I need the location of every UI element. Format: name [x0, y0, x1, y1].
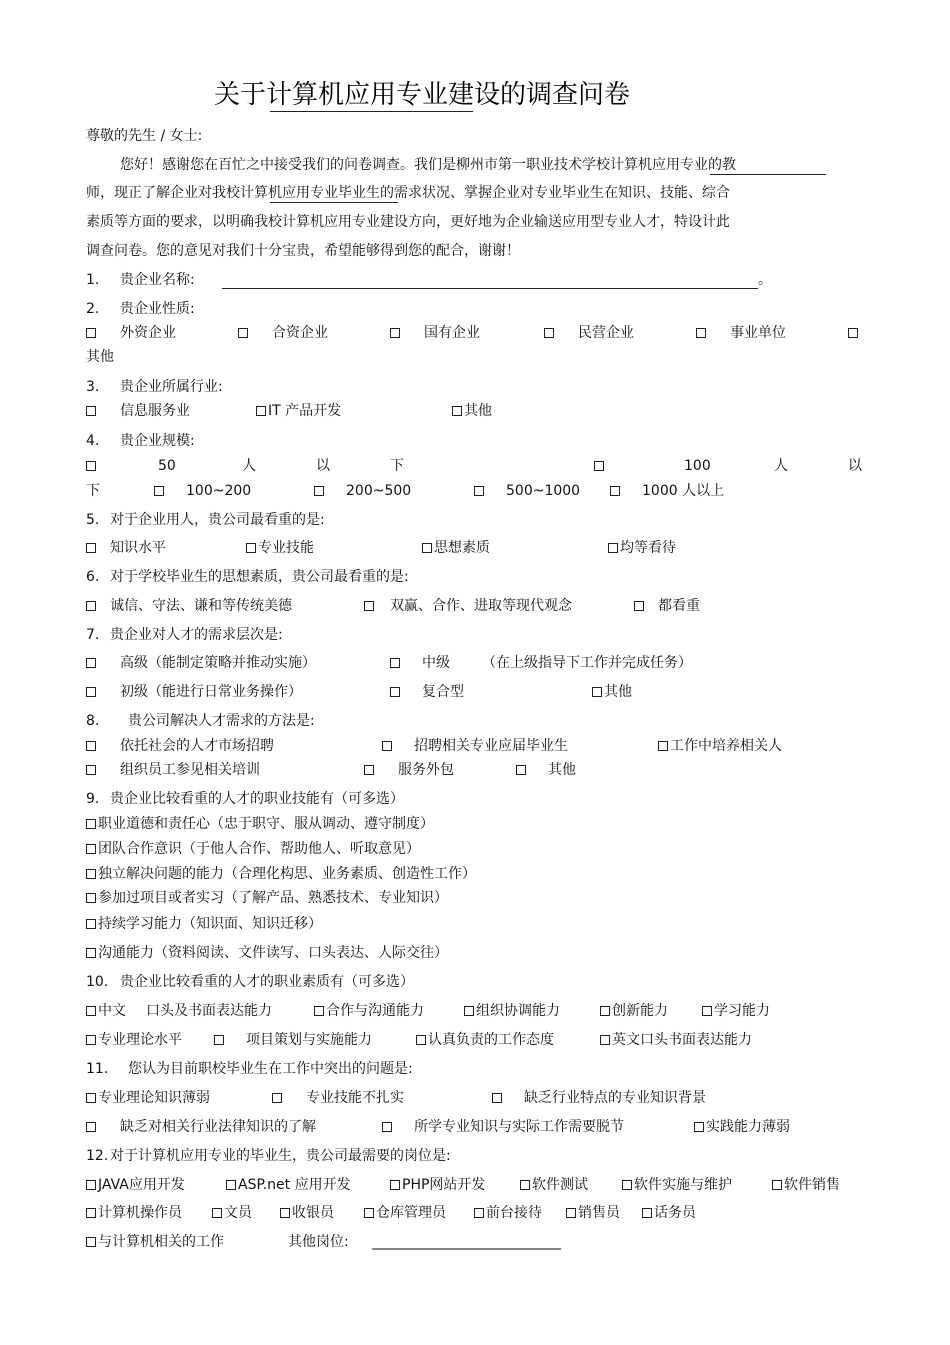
q12-label-3: PHP网站开发: [402, 1177, 486, 1193]
q4-r2-lead: 下: [86, 483, 100, 499]
q4-option-4[interactable]: [314, 481, 326, 501]
q12-number: 12.: [86, 1148, 109, 1164]
q12-option-11[interactable]: [474, 1203, 542, 1223]
q8-option-6[interactable]: [516, 760, 528, 780]
q12-other-label: 其他岗位:: [288, 1234, 349, 1250]
q1-end: 。: [758, 272, 772, 288]
q12-option-13[interactable]: [642, 1203, 696, 1223]
q10-option-1[interactable]: [86, 1001, 126, 1021]
q4-r1-b: 人: [242, 458, 256, 474]
q12-text: 对于计算机应用专业的毕业生，贵公司最需要的岗位是:: [110, 1148, 451, 1164]
q10-option-6[interactable]: [86, 1030, 182, 1050]
q9-option-2[interactable]: [86, 839, 420, 859]
q8-option-3[interactable]: [658, 736, 782, 756]
q9-option-6[interactable]: [86, 943, 448, 963]
q10-option-3[interactable]: [464, 1001, 560, 1021]
q8-option-2[interactable]: [382, 736, 394, 756]
q4-r1-g: 以: [848, 458, 862, 474]
q6-option-3[interactable]: [634, 596, 646, 616]
q3-label-2: IT 产品开发: [268, 403, 342, 419]
checkbox[interactable]: [390, 687, 400, 697]
q10-option-4[interactable]: [600, 1001, 668, 1021]
q5-number: 5.: [86, 512, 100, 528]
q3-label-3: 其他: [464, 403, 492, 419]
checkbox[interactable]: [86, 1208, 96, 1218]
checkbox[interactable]: [86, 1237, 96, 1247]
q4-option-6[interactable]: [610, 481, 622, 501]
q8-label-6: 其他: [548, 762, 576, 778]
q12-option-9[interactable]: [280, 1203, 334, 1223]
q9-label-1: 职业道德和责任心（忠于职守、服从调动、遵守制度）: [98, 816, 434, 832]
q8-label-1: 依托社会的人才市场招聘: [120, 738, 274, 754]
q10-number: 10.: [86, 974, 109, 990]
q11-text: 您认为目前职校毕业生在工作中突出的问题是:: [128, 1061, 413, 1077]
q12-label-2: ASP.net 应用开发: [238, 1177, 351, 1193]
q8-option-5[interactable]: [364, 760, 376, 780]
q10-option-9[interactable]: [600, 1030, 752, 1050]
q10-option-7[interactable]: [214, 1030, 226, 1050]
q11-number: 11.: [86, 1061, 109, 1077]
q12-option-10[interactable]: [364, 1203, 446, 1223]
q9-label-6: 沟通能力（资料阅读、文件读写、口头表达、人际交往）: [98, 945, 448, 961]
q11-option-6[interactable]: [694, 1117, 790, 1137]
checkbox[interactable]: [86, 741, 96, 751]
intro-line-3: 素质等方面的要求，以明确我校计算机应用专业建设方向，更好地为企业输送应用型专业人才，特设计此: [86, 214, 730, 230]
salutation: 尊敬的先生 / 女士:: [86, 128, 203, 144]
q6-label-2: 双赢、合作、进取等现代观念: [390, 598, 572, 614]
q11-label-2: 专业技能不扎实: [306, 1090, 404, 1106]
checkbox[interactable]: [86, 844, 96, 854]
q8-text: 贵公司解决人才需求的方法是:: [128, 713, 315, 729]
checkbox[interactable]: [642, 1208, 652, 1218]
q9-label-5: 持续学习能力（知识面、知识迁移）: [98, 916, 322, 932]
q12-label-11: 前台接待: [486, 1205, 542, 1221]
q12-label-12: 销售员: [578, 1205, 620, 1221]
q5-label-1: 知识水平: [110, 540, 166, 556]
q10-label-1: 中文: [98, 1003, 126, 1019]
q5-text: 对于企业用人，贵公司最看重的是:: [110, 512, 325, 528]
q10-label-4: 创新能力: [612, 1003, 668, 1019]
q4-r1-d: 下: [390, 458, 404, 474]
q9-option-3[interactable]: [86, 864, 476, 884]
q7-option-1[interactable]: [86, 653, 98, 673]
q4-r1-e: 100: [684, 458, 711, 474]
q10-option-5[interactable]: [702, 1001, 770, 1021]
q9-number: 9.: [86, 791, 100, 807]
q4-r1-f: 人: [774, 458, 788, 474]
q12-option-6[interactable]: [772, 1175, 840, 1195]
q7-text: 贵企业对人才的需求层次是:: [110, 627, 283, 643]
q4-option-5[interactable]: [474, 481, 486, 501]
intro-underline-2: [270, 202, 398, 203]
q7-option-2[interactable]: [390, 653, 402, 673]
q6-option-1[interactable]: [86, 596, 98, 616]
checkbox[interactable]: [212, 1208, 222, 1218]
q7-option-3[interactable]: [86, 682, 98, 702]
checkbox[interactable]: [314, 1006, 324, 1016]
q9-option-1[interactable]: [86, 814, 434, 834]
q12-label-14: 与计算机相关的工作: [98, 1234, 224, 1250]
checkbox[interactable]: [272, 1093, 282, 1103]
q3-option-1[interactable]: [86, 401, 98, 421]
checkbox[interactable]: [390, 1180, 400, 1190]
q1-text: 贵企业名称:: [120, 272, 195, 288]
checkbox[interactable]: [600, 1035, 610, 1045]
q11-option-4[interactable]: [86, 1117, 98, 1137]
checkbox[interactable]: [422, 543, 432, 553]
checkbox[interactable]: [214, 1035, 224, 1045]
checkbox[interactable]: [86, 1035, 96, 1045]
q3-label-1: 信息服务业: [120, 403, 190, 419]
q4-text: 贵企业规模:: [120, 433, 195, 449]
checkbox[interactable]: [390, 328, 400, 338]
q5-option-3[interactable]: [422, 538, 490, 558]
checkbox[interactable]: [464, 1006, 474, 1016]
q5-label-2: 专业技能: [258, 540, 314, 556]
q4-label-4: 200~500: [346, 483, 412, 499]
q10-option-2[interactable]: [314, 1001, 424, 1021]
q3-text: 贵企业所属行业:: [120, 379, 223, 395]
q12-option-2[interactable]: [226, 1175, 351, 1195]
checkbox[interactable]: [696, 328, 706, 338]
q4-option-3[interactable]: [154, 481, 166, 501]
checkbox[interactable]: [280, 1208, 290, 1218]
checkbox[interactable]: [382, 1122, 392, 1132]
q8-option-1[interactable]: [86, 736, 98, 756]
q10-label-9: 英文口头书面表达能力: [612, 1032, 752, 1048]
q4-option-2[interactable]: [594, 456, 606, 476]
q12-option-3[interactable]: [390, 1175, 485, 1195]
q6-number: 6.: [86, 569, 100, 585]
checkbox[interactable]: [364, 601, 374, 611]
checkbox[interactable]: [694, 1122, 704, 1132]
q4-r1-c: 以: [316, 458, 330, 474]
checkbox[interactable]: [226, 1180, 236, 1190]
q12-option-7[interactable]: [86, 1203, 182, 1223]
q12-label-6: 软件销售: [784, 1177, 840, 1193]
checkbox[interactable]: [86, 1093, 96, 1103]
q12-label-13: 话务员: [654, 1205, 696, 1221]
intro-underline: [710, 174, 826, 175]
q2-text: 贵企业性质:: [120, 301, 195, 317]
q11-label-6: 实践能力薄弱: [706, 1119, 790, 1135]
q4-r1-a: 50: [158, 458, 176, 474]
q12-option-8[interactable]: [212, 1203, 252, 1223]
q11-label-1: 专业理论知识薄弱: [98, 1090, 210, 1106]
q10-label-3: 组织协调能力: [476, 1003, 560, 1019]
q12-label-1: JAVA应用开发: [98, 1177, 185, 1193]
q5-option-2[interactable]: [246, 538, 314, 558]
checkbox[interactable]: [622, 1180, 632, 1190]
q5-option-1[interactable]: [86, 538, 98, 558]
checkbox[interactable]: [86, 543, 96, 553]
q7-label-5: 其他: [604, 684, 632, 700]
q4-number: 4.: [86, 433, 100, 449]
checkbox[interactable]: [86, 893, 96, 903]
checkbox[interactable]: [86, 869, 96, 879]
q7-label-2-desc: （在上级指导下工作并完成任务）: [482, 655, 692, 671]
q9-option-4[interactable]: [86, 888, 448, 908]
q8-label-5: 服务外包: [398, 762, 454, 778]
checkbox[interactable]: [86, 601, 96, 611]
q9-label-4: 参加过项目或者实习（了解产品、熟悉技术、专业知识）: [98, 890, 448, 906]
checkbox[interactable]: [474, 486, 484, 496]
q10-label-6: 专业理论水平: [98, 1032, 182, 1048]
q2-label-1: 外资企业: [120, 325, 176, 341]
q1-number: 1.: [86, 272, 100, 288]
q10-label-5: 学习能力: [714, 1003, 770, 1019]
q6-option-2[interactable]: [364, 596, 376, 616]
checkbox[interactable]: [566, 1208, 576, 1218]
checkbox[interactable]: [610, 486, 620, 496]
checkbox[interactable]: [86, 406, 96, 416]
q6-label-1: 诚信、守法、谦和等传统美德: [110, 598, 292, 614]
q12-other-field[interactable]: ___________________________: [372, 1234, 561, 1250]
q11-option-3[interactable]: [492, 1088, 504, 1108]
checkbox[interactable]: [86, 819, 96, 829]
checkbox[interactable]: [364, 765, 374, 775]
q8-label-2: 招聘相关专业应届毕业生: [414, 738, 568, 754]
q10-label-8: 认真负责的工作态度: [428, 1032, 554, 1048]
q11-option-2[interactable]: [272, 1088, 284, 1108]
q7-number: 7.: [86, 627, 100, 643]
q12-option-1[interactable]: [86, 1175, 185, 1195]
q12-option-12[interactable]: [566, 1203, 620, 1223]
checkbox[interactable]: [86, 1122, 96, 1132]
checkbox[interactable]: [594, 461, 604, 471]
q7-label-3: 初级（能进行日常业务操作）: [120, 684, 302, 700]
checkbox[interactable]: [772, 1180, 782, 1190]
checkbox[interactable]: [544, 328, 554, 338]
checkbox[interactable]: [390, 658, 400, 668]
q2-label-5: 事业单位: [730, 325, 786, 341]
q12-label-8: 文员: [224, 1205, 252, 1221]
q2-option-6[interactable]: [848, 323, 860, 343]
checkbox[interactable]: [492, 1093, 502, 1103]
title-underline: [270, 111, 473, 112]
checkbox[interactable]: [634, 601, 644, 611]
q2-label-2: 合资企业: [272, 325, 328, 341]
q2-option-3[interactable]: [390, 323, 402, 343]
q8-label-4: 组织员工参见相关培训: [120, 762, 260, 778]
checkbox[interactable]: [364, 1208, 374, 1218]
q11-label-5: 所学专业知识与实际工作需要脱节: [414, 1119, 624, 1135]
checkbox[interactable]: [86, 948, 96, 958]
q2-option-4[interactable]: [544, 323, 556, 343]
q12-label-9: 收银员: [292, 1205, 334, 1221]
q11-label-3: 缺乏行业特点的专业知识背景: [524, 1090, 706, 1106]
q5-label-3: 思想素质: [434, 540, 490, 556]
q9-label-3: 独立解决问题的能力（合理化构思、业务素质、创造性工作）: [98, 866, 476, 882]
q8-label-3: 工作中培养相关人: [670, 738, 782, 754]
q3-number: 3.: [86, 379, 100, 395]
checkbox[interactable]: [86, 1180, 96, 1190]
q12-label-5: 软件实施与维护: [634, 1177, 732, 1193]
q12-label-7: 计算机操作员: [98, 1205, 182, 1221]
q9-text: 贵企业比较看重的人才的职业技能有（可多选）: [110, 791, 404, 807]
q10-label-1b: 口头及书面表达能力: [146, 1003, 272, 1019]
checkbox[interactable]: [86, 328, 96, 338]
q10-option-8[interactable]: [416, 1030, 554, 1050]
q12-option-5[interactable]: [622, 1175, 732, 1195]
checkbox[interactable]: [848, 328, 858, 338]
checkbox[interactable]: [474, 1208, 484, 1218]
q8-option-4[interactable]: [86, 760, 98, 780]
q2-label-6: 其他: [86, 349, 114, 365]
q8-number: 8.: [86, 713, 100, 729]
q6-label-3: 都看重: [658, 598, 700, 614]
checkbox[interactable]: [86, 765, 96, 775]
q4-label-5: 500~1000: [506, 483, 581, 499]
checkbox[interactable]: [608, 543, 618, 553]
q2-option-5[interactable]: [696, 323, 708, 343]
checkbox[interactable]: [246, 543, 256, 553]
q12-option-4[interactable]: [520, 1175, 588, 1195]
q2-label-4: 民营企业: [578, 325, 634, 341]
checkbox[interactable]: [382, 741, 392, 751]
checkbox[interactable]: [702, 1006, 712, 1016]
checkbox[interactable]: [256, 406, 266, 416]
q1-company-name-field[interactable]: [222, 288, 758, 289]
checkbox[interactable]: [452, 406, 462, 416]
q11-option-1[interactable]: [86, 1088, 210, 1108]
q7-option-5[interactable]: [592, 682, 632, 702]
checkbox[interactable]: [516, 765, 526, 775]
q10-label-2: 合作与沟通能力: [326, 1003, 424, 1019]
q6-text: 对于学校毕业生的思想素质，贵公司最看重的是:: [110, 569, 409, 585]
checkbox[interactable]: [600, 1006, 610, 1016]
q2-label-3: 国有企业: [424, 325, 480, 341]
q11-label-4: 缺乏对相关行业法律知识的了解: [120, 1119, 316, 1135]
checkbox[interactable]: [86, 461, 96, 471]
checkbox[interactable]: [86, 1006, 96, 1016]
q3-option-2[interactable]: [256, 401, 341, 421]
q10-text: 贵企业比较看重的人才的职业素质有（可多选）: [120, 974, 414, 990]
checkbox[interactable]: [86, 687, 96, 697]
checkbox[interactable]: [314, 486, 324, 496]
q5-option-4[interactable]: [608, 538, 676, 558]
intro-line-1: 您好！感谢您在百忙之中接受我们的问卷调查。我们是柳州市第一职业技术学校计算机应用专业的教: [120, 157, 736, 173]
q5-label-4: 均等看待: [620, 540, 676, 556]
checkbox[interactable]: [416, 1035, 426, 1045]
q12-option-14[interactable]: [86, 1232, 224, 1252]
q7-label-1: 高级（能制定策略并推动实施）: [120, 655, 316, 671]
checkbox[interactable]: [86, 658, 96, 668]
q3-option-3[interactable]: [452, 401, 492, 421]
checkbox[interactable]: [238, 328, 248, 338]
checkbox[interactable]: [520, 1180, 530, 1190]
q9-label-2: 团队合作意识（于他人合作、帮助他人、听取意见）: [98, 841, 420, 857]
q4-label-6: 1000 人以上: [642, 483, 725, 499]
checkbox[interactable]: [154, 486, 164, 496]
checkbox[interactable]: [658, 741, 668, 751]
q12-label-10: 仓库管理员: [376, 1205, 446, 1221]
q2-option-2[interactable]: [238, 323, 250, 343]
q2-option-1[interactable]: [86, 323, 98, 343]
checkbox[interactable]: [86, 919, 96, 929]
intro-line-2: 师，现正了解企业对我校计算机应用专业毕业生的需求状况、掌握企业对专业毕业生在知识、技能、综合: [86, 185, 730, 201]
checkbox[interactable]: [592, 687, 602, 697]
q10-label-7: 项目策划与实施能力: [246, 1032, 372, 1048]
page-title: 关于计算机应用专业建设的调查问卷: [214, 80, 631, 110]
q2-number: 2.: [86, 301, 100, 317]
q7-option-4[interactable]: [390, 682, 402, 702]
q4-label-3: 100~200: [186, 483, 252, 499]
intro-line-4: 调查问卷。您的意见对我们十分宝贵，希望能够得到您的配合，谢谢！: [86, 243, 520, 259]
q7-label-2: 中级: [422, 655, 450, 671]
q9-option-5[interactable]: [86, 914, 322, 934]
q11-option-5[interactable]: [382, 1117, 394, 1137]
q12-label-4: 软件测试: [532, 1177, 588, 1193]
q4-option-1[interactable]: [86, 456, 98, 476]
q7-label-4: 复合型: [422, 684, 464, 700]
